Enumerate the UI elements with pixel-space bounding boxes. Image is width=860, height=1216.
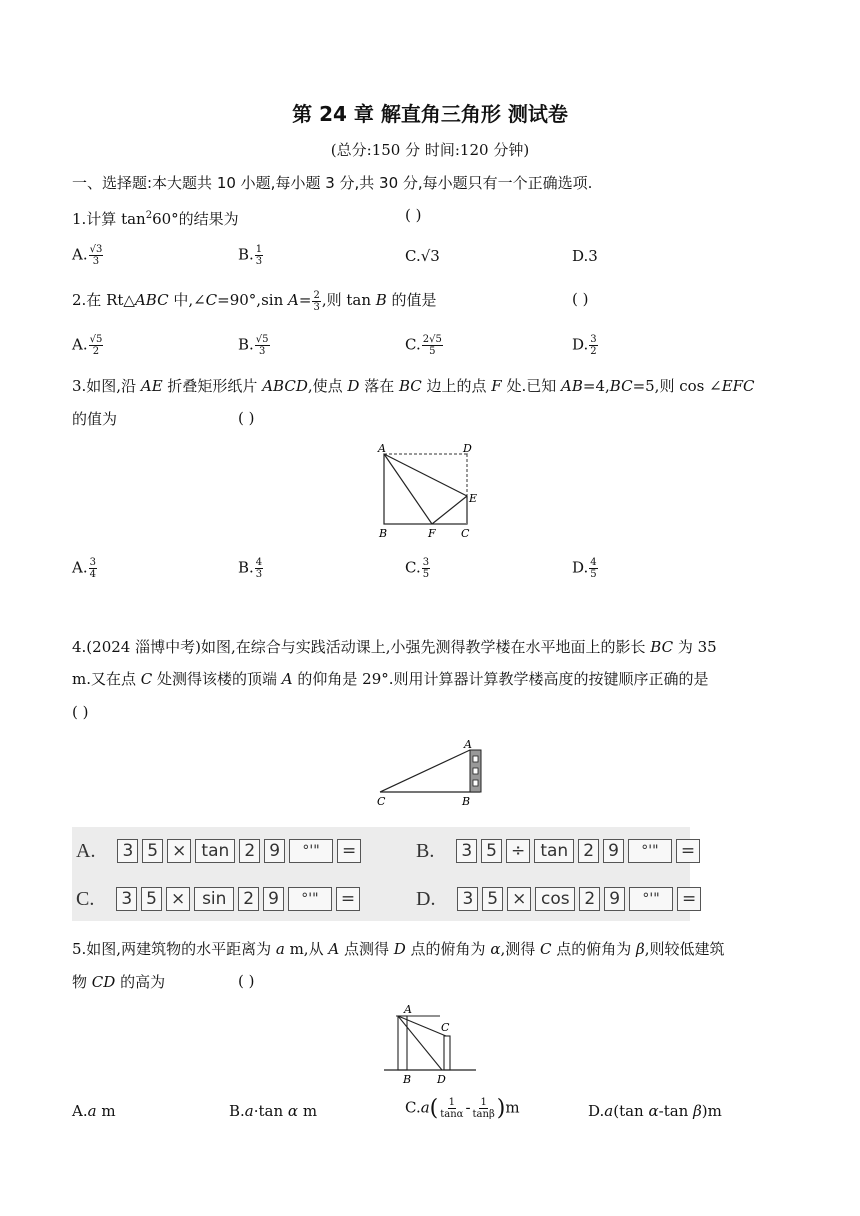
key-multiply: × (507, 887, 531, 911)
key-2: 2 (578, 839, 599, 863)
key-5: 5 (481, 839, 502, 863)
question-2: 2.在 Rt△ABC 中,∠C=90°,sin A= $\frac{2}{3}$ ,则 tan B 的值是 (72, 289, 437, 313)
key-5: 5 (482, 887, 503, 911)
key-multiply: × (167, 839, 191, 863)
label-C: C (441, 1021, 450, 1034)
question-5-line2: 物 CD 的高为 (72, 973, 166, 991)
key-degree: °'" (289, 839, 333, 863)
key-equals: = (676, 839, 700, 863)
key-9: 9 (604, 887, 625, 911)
key-multiply: × (166, 887, 190, 911)
label-D: D (463, 442, 472, 455)
key-9: 9 (263, 887, 284, 911)
label-A: A (378, 442, 386, 455)
label-E: E (469, 492, 478, 505)
key-2: 2 (579, 887, 600, 911)
question-4-line2: m.又在点 C 处测得该楼的顶端 A 的仰角是 29°.则用计算器计算教学楼高度的按键顺序正确的是 (72, 670, 709, 688)
q5-option-c: C.a( $\frac{1}{\tan\alpha}$ - $\frac{1}{\tan\beta}$ )m (405, 1096, 520, 1121)
key-equals: = (677, 887, 701, 911)
q4-option-a: A. 3 5 × tan 2 9 °'" = (76, 839, 361, 863)
key-degree: °'" (288, 887, 332, 911)
key-9: 9 (603, 839, 624, 863)
q3-option-d: D. $\frac{4}{5}$ (572, 557, 597, 580)
question-3-line2: 的值为 (72, 410, 118, 428)
key-tan: tan (534, 839, 574, 863)
label-B: B (403, 1073, 412, 1086)
key-degree: °'" (629, 887, 673, 911)
label-B: B (462, 795, 471, 808)
section-heading: 一、选择题:本大题共 10 小题,每小题 3 分,共 30 分,每小题只有一个正确选项. (72, 174, 593, 192)
q5-figure (380, 1000, 480, 1088)
key-equals: = (337, 839, 361, 863)
key-5: 5 (142, 839, 163, 863)
q3-option-b: B. $\frac{4}{3}$ (238, 557, 263, 580)
label-B: B (379, 527, 388, 540)
page-subtitle: (总分:150 分 时间:120 分钟) (330, 141, 530, 159)
q5-option-b: B.a·tan α m (229, 1102, 318, 1120)
q5-option-d: D.a(tan α-tan β)m (588, 1102, 722, 1120)
q3-option-c: C. $\frac{3}{5}$ (405, 557, 430, 580)
key-3: 3 (456, 839, 477, 863)
page-title: 第 24 章 解直角三角形 测试卷 (292, 102, 568, 126)
q2-option-d: D. $\frac{3}{2}$ (572, 334, 597, 357)
key-2: 2 (239, 839, 260, 863)
q3-figure (370, 440, 490, 540)
q4-option-c: C. 3 5 × sin 2 9 °'" = (76, 887, 360, 911)
answer-paren: ( ) (572, 290, 589, 308)
key-3: 3 (116, 887, 137, 911)
q1-option-d: D.3 (572, 247, 598, 265)
label-A: A (404, 1003, 412, 1016)
q4-option-b: B. 3 5 ÷ tan 2 9 °'" = (416, 839, 700, 863)
answer-paren: ( ) (405, 206, 422, 224)
key-cos: cos (535, 887, 575, 911)
q1-option-a: A. $\frac{√3}{3}$ (72, 244, 103, 267)
q4-option-d: D. 3 5 × cos 2 9 °'" = (416, 887, 701, 911)
q2-option-c: C. $\frac{2√5}{5}$ (405, 334, 442, 357)
key-divide: ÷ (506, 839, 530, 863)
q5-option-a: A.a m (72, 1102, 116, 1120)
key-equals: = (336, 887, 360, 911)
answer-paren: ( ) (238, 409, 255, 427)
question-1: 1.计算 $\tan^260^\circ$的结果为 (72, 210, 239, 228)
question-5: 5.如图,两建筑物的水平距离为 a m,从 A 点测得 D 点的俯角为 α,测得 C 点的俯角为 β,则较低建筑 (72, 940, 725, 958)
answer-paren: ( ) (238, 972, 255, 990)
key-9: 9 (264, 839, 285, 863)
key-3: 3 (457, 887, 478, 911)
key-sin: sin (194, 887, 234, 911)
label-A: A (464, 738, 472, 751)
label-D: D (437, 1073, 446, 1086)
label-C: C (461, 527, 470, 540)
answer-paren: ( ) (72, 703, 89, 721)
question-3: 3.如图,沿 AE 折叠矩形纸片 ABCD,使点 D 落在 BC 边上的点 F 处.已知 AB=4,BC=5,则 cos ∠EFC (72, 377, 755, 395)
q1-option-b: B. $\frac{1}{3}$ (238, 244, 263, 267)
key-5: 5 (141, 887, 162, 911)
question-4: 4.(2024 淄博中考)如图,在综合与实践活动课上,小强先测得教学楼在水平地面上的影长 BC 为 35 (72, 638, 717, 656)
q2-option-b: B. $\frac{√5}{3}$ (238, 334, 269, 357)
key-2: 2 (238, 887, 259, 911)
key-3: 3 (117, 839, 138, 863)
q3-option-a: A. $\frac{3}{4}$ (72, 557, 96, 580)
q1-option-c: C.√3 (405, 247, 440, 265)
calculator-options-panel (72, 827, 697, 921)
key-tan: tan (195, 839, 235, 863)
label-C: C (377, 795, 386, 808)
q4-figure (370, 735, 490, 810)
q2-option-a: A. $\frac{√5}{2}$ (72, 334, 103, 357)
label-F: F (428, 527, 436, 540)
key-degree: °'" (628, 839, 672, 863)
